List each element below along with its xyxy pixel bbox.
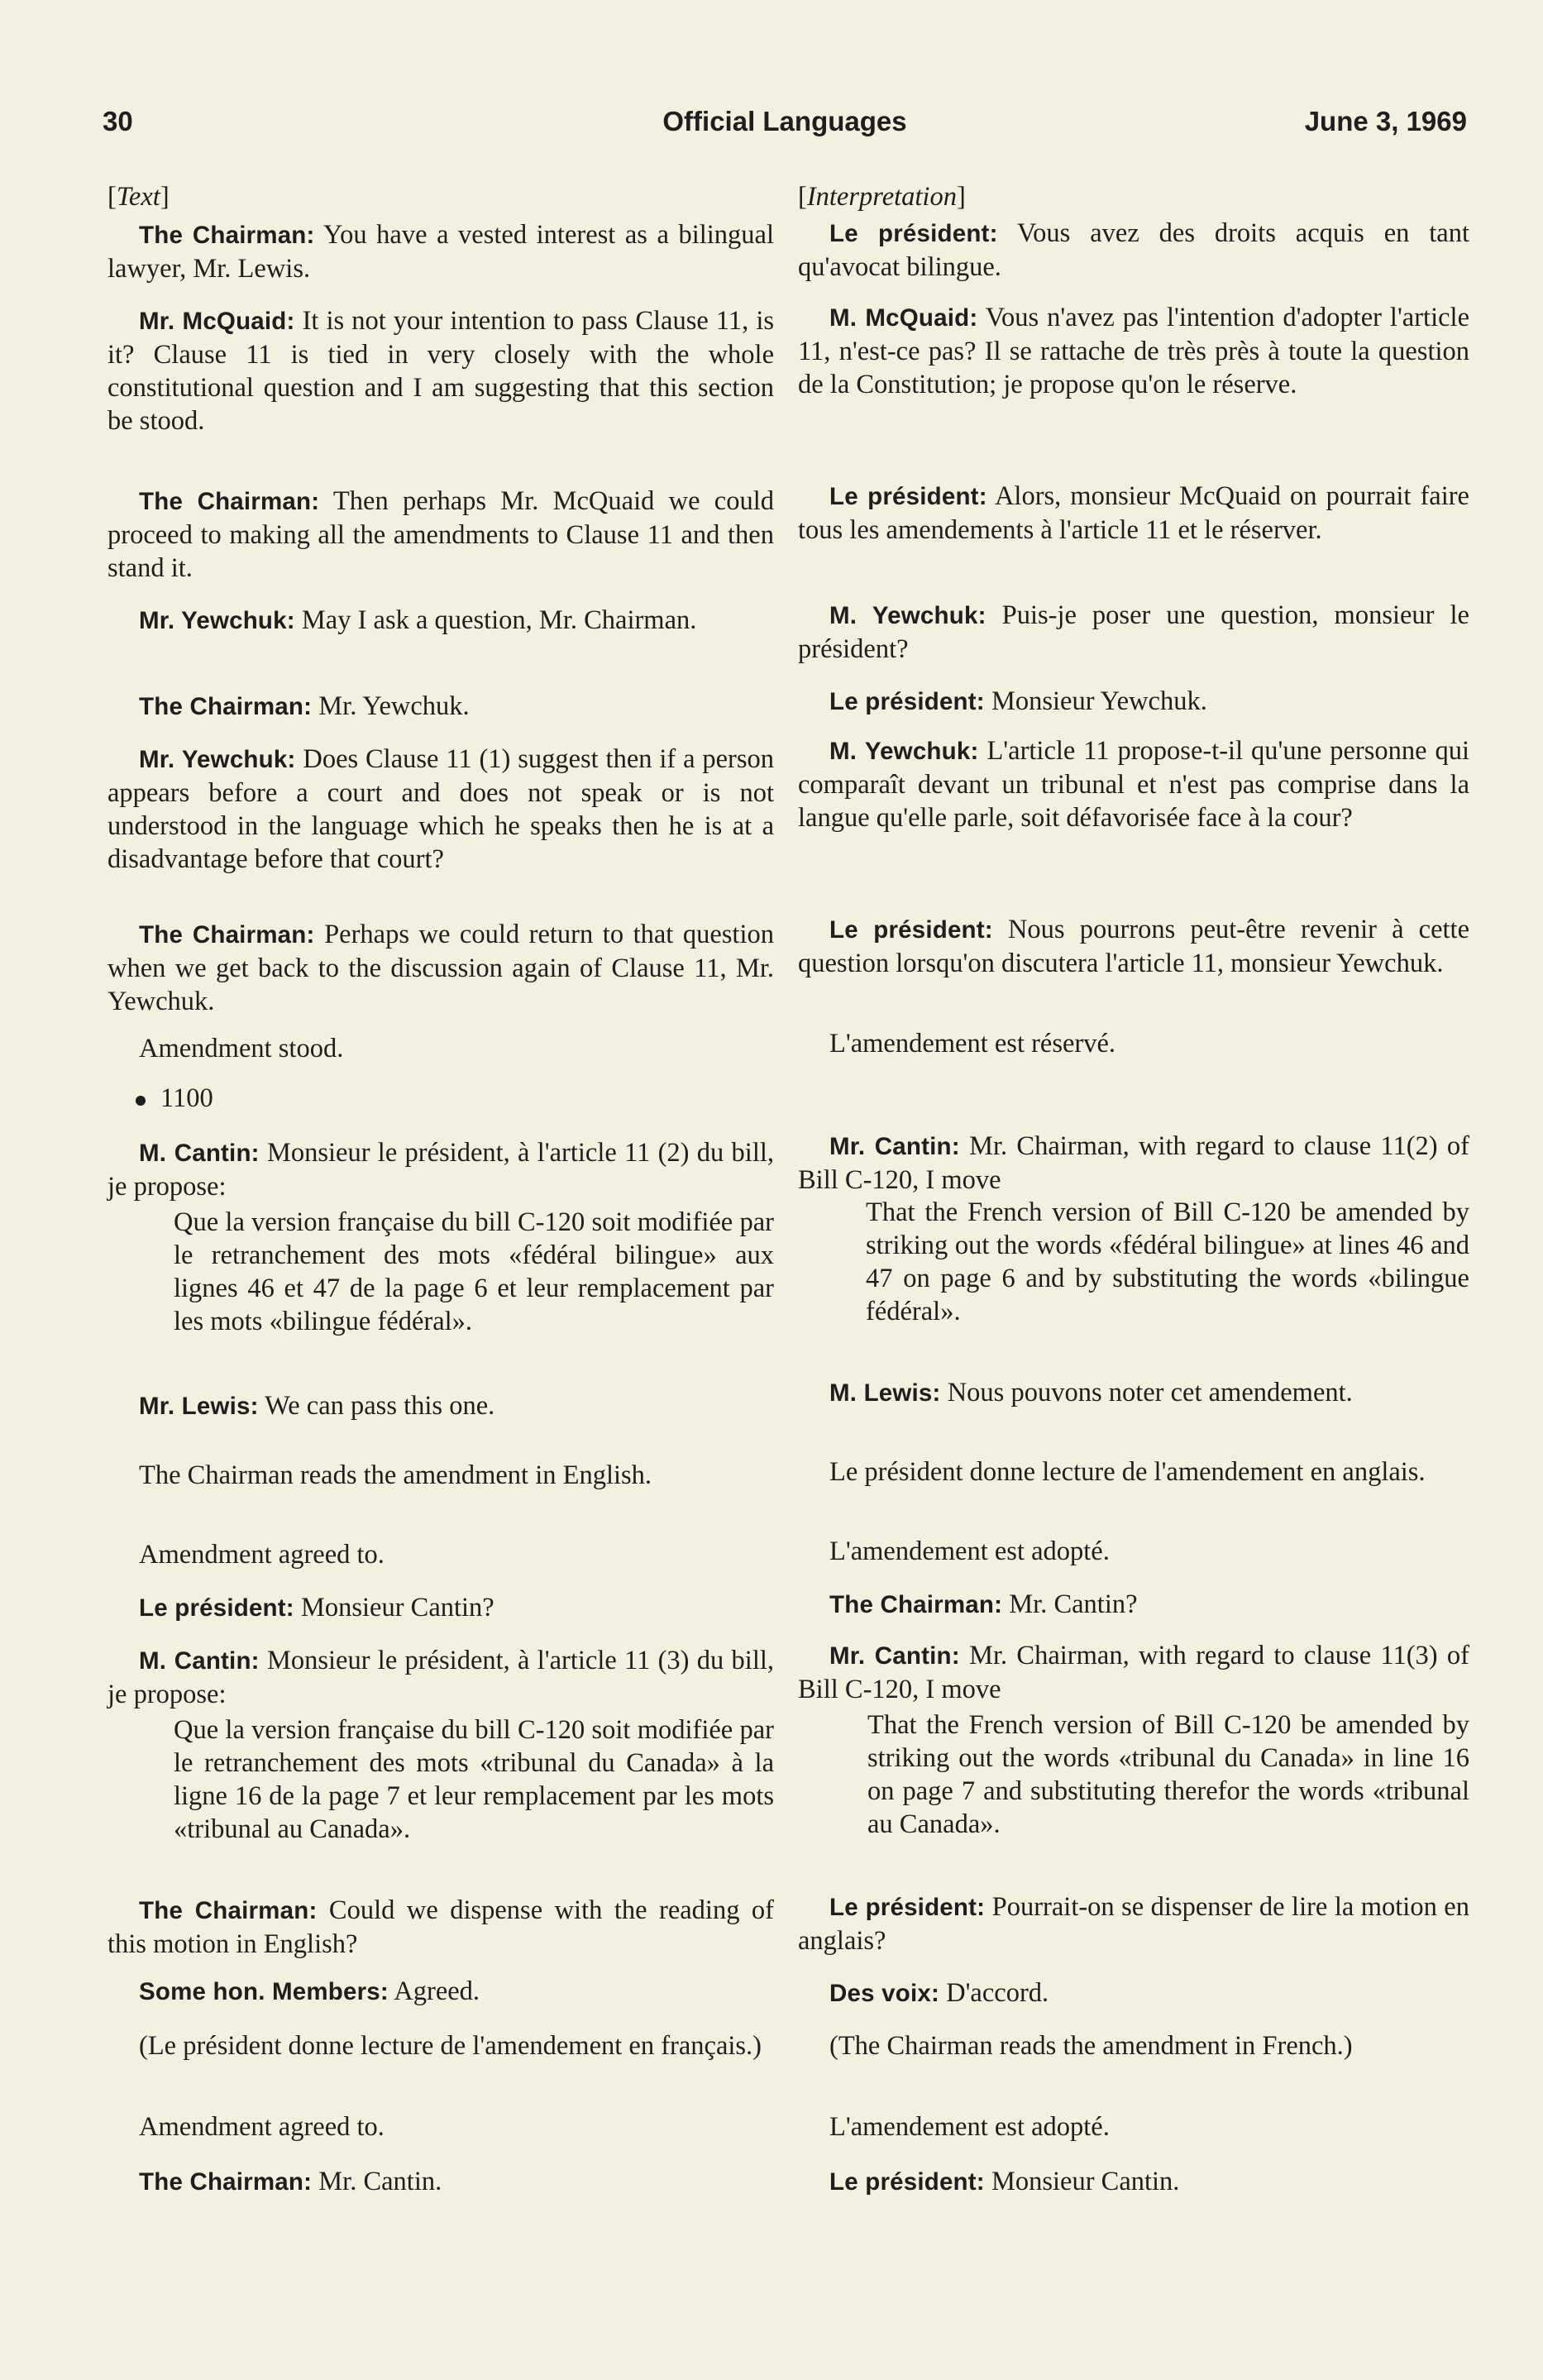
left-para-5 xyxy=(107,690,774,724)
speaker-name: M. Lewis: xyxy=(829,1379,941,1407)
motion-text: That the French version of Bill C-120 be amended by striking out the words «fédéral bilingue» at lines 46 and 47 on page 6 and by substituting the words «bilingue fédéral». xyxy=(866,1197,1469,1326)
left-para-4 xyxy=(107,604,774,638)
speech-text: Mr. Yewchuk. xyxy=(312,691,470,721)
column-tag: [Text] xyxy=(107,182,170,212)
time-marker-text: 1100 xyxy=(160,1083,213,1113)
speech-text: Agreed. xyxy=(388,1976,480,2006)
left-para-13 xyxy=(107,1538,774,1571)
speaker-name: The Chairman: xyxy=(139,693,313,720)
right-para-2 xyxy=(798,301,1469,401)
speech-text: Monsieur le président, à l'article 11 (2) du bill, je propose: xyxy=(107,1138,774,1202)
speech-text: Monsieur Yewchuk. xyxy=(984,686,1207,716)
speech-text: D'accord. xyxy=(939,1978,1049,2008)
right-para-18 xyxy=(798,1976,1469,2010)
right-para-6 xyxy=(798,734,1469,834)
procedure-text: (The Chairman reads the amendment in French.) xyxy=(829,2031,1353,2061)
right-para-17 xyxy=(798,1890,1469,1957)
left-para-6 xyxy=(107,743,774,876)
speech-text: Monsieur Cantin. xyxy=(984,2167,1180,2196)
speech-text: Nous pouvons noter cet amendement. xyxy=(940,1378,1353,1407)
motion-text: That the French version of Bill C-120 be amended by striking out the words «tribunal du Canada» in line 16 on page 7 and substituting therefor the words «tribunal au Canada». xyxy=(867,1710,1469,1839)
left-para-14 xyxy=(107,1591,774,1625)
speaker-name: Mr. Cantin: xyxy=(829,1642,960,1670)
speech-text: Does Clause 11 (1) suggest then if a person appears before a court and does not speak or is not understood in the language which he speaks then he is at a disadvantage before that court? xyxy=(107,744,774,874)
left-para-21 xyxy=(107,2165,774,2199)
page-header xyxy=(103,106,1467,147)
speech-text: Perhaps we could return to that question when we get back to the discussion again of Clause 11, Mr. Yewchuk. xyxy=(107,920,774,1016)
speaker-name: The Chairman: xyxy=(139,2168,313,2196)
speaker-name: M. Cantin: xyxy=(139,1140,260,1167)
left-para-9 xyxy=(107,1136,774,1203)
speaker-name: The Chairman: xyxy=(139,921,315,949)
procedure-text: Le président donne lecture de l'amendement en anglais. xyxy=(829,1457,1426,1487)
speaker-name: Le président: xyxy=(829,916,993,944)
procedure-text: L'amendement est adopté. xyxy=(829,2112,1110,2142)
speaker-name: Le président: xyxy=(829,2168,985,2196)
right-para-21 xyxy=(798,2165,1469,2199)
page-number: 30 xyxy=(103,106,133,136)
page-date: June 3, 1969 xyxy=(1304,106,1467,136)
speech-text: Monsieur Cantin? xyxy=(294,1593,494,1623)
right-para-1 xyxy=(798,217,1469,284)
speaker-name: Mr. Cantin: xyxy=(829,1133,960,1160)
left-para-1 xyxy=(107,218,774,285)
right-para-20 xyxy=(798,2110,1469,2143)
speech-text: L'article 11 propose-t-il qu'une personne qui comparaît devant un tribunal et n'est pas comprise dans la langue qu'elle parle, soit défavorisée face à la cour? xyxy=(798,736,1469,833)
running-title: Official Languages xyxy=(662,106,907,136)
procedure-text: Amendment stood. xyxy=(139,1034,344,1063)
speaker-name: Mr. Yewchuk: xyxy=(139,746,296,773)
procedure-text: L'amendement est adopté. xyxy=(829,1536,1110,1566)
speaker-name: M. McQuaid: xyxy=(829,304,978,332)
right-para-9 xyxy=(798,1130,1469,1197)
speech-text: Mr. Chairman, with regard to clause 11(2) of Bill C-120, I move xyxy=(798,1131,1469,1195)
speech-text: We can pass this one. xyxy=(258,1391,495,1421)
left-motion-2 xyxy=(174,1713,774,1846)
speaker-name: Mr. McQuaid: xyxy=(139,308,295,335)
speaker-name: Le président: xyxy=(829,483,987,510)
left-para-3 xyxy=(107,485,774,585)
speaker-name: The Chairman: xyxy=(139,222,315,249)
procedure-text: (Le président donne lecture de l'amendement en français.) xyxy=(139,2031,762,2061)
left-para-11 xyxy=(107,1389,774,1423)
speech-text: May I ask a question, Mr. Chairman. xyxy=(294,605,697,635)
right-motion-1 xyxy=(866,1196,1469,1328)
speech-text: Could we dispense with the reading of this motion in English? xyxy=(107,1895,774,1959)
speech-text: You have a vested interest as a bilingual lawyer, Mr. Lewis. xyxy=(107,220,774,284)
procedure-text: The Chairman reads the amendment in English. xyxy=(139,1460,652,1490)
right-para-8 xyxy=(798,1027,1469,1060)
procedure-text: Amendment agreed to. xyxy=(139,2112,385,2142)
right-para-11 xyxy=(798,1376,1469,1410)
speaker-name: Some hon. Members: xyxy=(139,1978,389,2005)
left-para-8 xyxy=(107,1032,774,1065)
speech-text: Puis-je poser une question, monsieur le président? xyxy=(798,600,1469,664)
time-marker xyxy=(136,1082,213,1115)
speech-text: Mr. Cantin? xyxy=(1002,1589,1138,1619)
right-para-19 xyxy=(798,2029,1469,2062)
right-motion-2 xyxy=(867,1709,1469,1841)
speaker-name: Mr. Lewis: xyxy=(139,1393,259,1420)
left-para-15 xyxy=(107,1644,774,1711)
left-motion-1 xyxy=(174,1206,774,1338)
right-para-14 xyxy=(798,1588,1469,1622)
speech-text: Vous avez des droits acquis en tant qu'avocat bilingue. xyxy=(798,218,1469,282)
speech-text: Alors, monsieur McQuaid on pourrait faire tous les amendements à l'article 11 et le réserver. xyxy=(798,481,1469,545)
left-para-17 xyxy=(107,1894,774,1961)
speaker-name: M. Yewchuk: xyxy=(829,602,986,629)
speech-text: Nous pourrons peut-être revenir à cette question lorsqu'on discutera l'article 11, monsieur Yewchuk. xyxy=(798,915,1469,978)
speaker-name: Le président: xyxy=(829,688,985,715)
text-tag-label: Text xyxy=(116,182,160,212)
left-para-18 xyxy=(107,1975,774,2009)
speech-text: Pourrait-on se dispenser de lire la motion en anglais? xyxy=(798,1892,1469,1956)
left-para-12 xyxy=(107,1459,774,1492)
speech-text: Mr. Cantin. xyxy=(312,2167,442,2196)
speaker-name: Le président: xyxy=(829,1894,986,1921)
left-para-2 xyxy=(107,304,774,437)
procedure-text: Amendment agreed to. xyxy=(139,1540,385,1570)
speaker-name: Le président: xyxy=(829,220,998,247)
speaker-name: Des voix: xyxy=(829,1980,939,2007)
right-para-4 xyxy=(798,599,1469,666)
interpretation-tag-label: Interpretation xyxy=(806,182,957,212)
speaker-name: Le président: xyxy=(139,1594,294,1622)
speech-text: It is not your intention to pass Clause 11, is it? Clause 11 is tied in very closely with the whole constitutional question and I am suggesting that this section be stood. xyxy=(107,306,774,436)
speaker-name: The Chairman: xyxy=(139,488,320,515)
right-para-15 xyxy=(798,1639,1469,1706)
right-para-5 xyxy=(798,685,1469,719)
column-tag: [Interpretation] xyxy=(798,182,966,212)
left-para-19 xyxy=(107,2029,774,2062)
procedure-text: L'amendement est réservé. xyxy=(829,1029,1116,1059)
speaker-name: The Chairman: xyxy=(139,1897,318,1924)
speaker-name: Mr. Yewchuk: xyxy=(139,607,295,634)
left-para-20 xyxy=(107,2110,774,2143)
speaker-name: The Chairman: xyxy=(829,1591,1003,1618)
right-para-3 xyxy=(798,480,1469,547)
speech-text: Mr. Chairman, with regard to clause 11(3) of Bill C-120, I move xyxy=(798,1641,1469,1704)
right-para-12 xyxy=(798,1455,1469,1489)
speech-text: Vous n'avez pas l'intention d'adopter l'article 11, n'est-ce pas? Il se rattache de très près à toute la question de la Constitution; je propose qu'on le réserve. xyxy=(798,303,1469,399)
right-para-13 xyxy=(798,1535,1469,1568)
right-para-7 xyxy=(798,913,1469,980)
speaker-name: M. Yewchuk: xyxy=(829,738,979,765)
speech-text: Monsieur le président, à l'article 11 (3) du bill, je propose: xyxy=(107,1646,774,1709)
speech-text: Then perhaps Mr. McQuaid we could proceed to making all the amendments to Clause 11 and then stand it. xyxy=(107,486,774,583)
motion-text: Que la version française du bill C-120 soit modifiée par le retranchement des mots «tribunal du Canada» à la ligne 16 de la page 7 et leur remplacement par les mots «tribunal au Canada». xyxy=(174,1715,774,1844)
bullet-icon xyxy=(136,1096,146,1106)
left-para-7 xyxy=(107,918,774,1018)
motion-text: Que la version française du bill C-120 soit modifiée par le retranchement des mots «fédéral bilingue» aux lignes 46 et 47 de la page 6 et leur remplacement par les mots «bilingue fédéral». xyxy=(174,1207,774,1336)
speaker-name: M. Cantin: xyxy=(139,1647,260,1675)
